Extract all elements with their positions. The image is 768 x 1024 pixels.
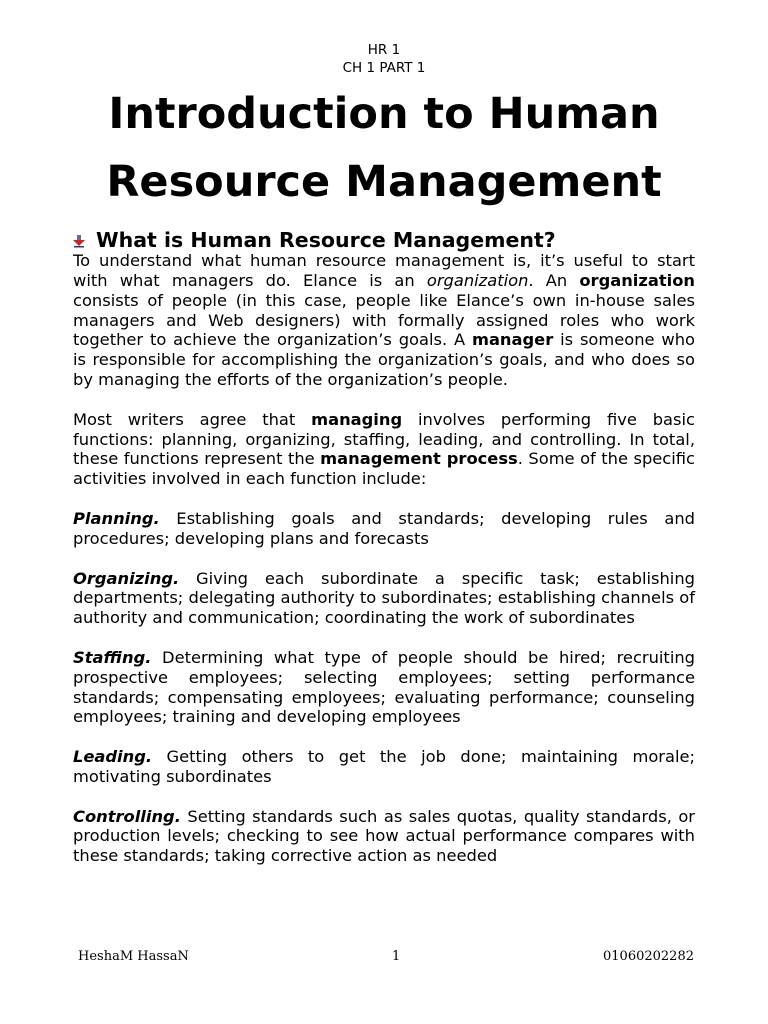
text-run: involves performing five basic functions: planning, organizing, staffing, leading, and controlling. In total, these functions represent the [73,409,695,469]
function-description: Getting others to get the job done; maintaining morale; motivating subordinates [73,747,695,786]
bold-term: organization [579,270,695,290]
text-run: To understand what human resource management is, it’s useful to start with what managers do. Elance is an [73,251,695,290]
function-description: Determining what type of people should be hired; recruiting prospective employees; selecting employees; setting performance standards; compensating employees; evaluating performance; counseling employees; training and developing employees [73,647,695,727]
footer-author: HeshaM HassaN [78,949,189,964]
bold-term: management process [320,449,518,469]
paragraph-functions [73,410,695,489]
function-leading [73,747,695,787]
text-run: Most writers agree that [73,409,312,429]
header-chapter: CH 1 PART 1 [342,60,426,76]
italic-term: organization [426,270,529,290]
page-title [0,80,768,216]
footer-page-number: 1 [392,949,401,964]
function-term: Staffing. [73,647,152,667]
section-heading-text: What is Human Resource Management? [96,228,556,252]
bold-term: managing [311,409,403,429]
text-run: . Some of the specific activities involved in each function include: [73,449,695,489]
arrow-down-bullet-icon [72,234,86,248]
function-term: Controlling. [73,806,181,826]
title-line-2: Resource Management [106,157,662,207]
text-run: consists of people (in this case, people like Elance’s own in-house sales managers and Web designers) with formally assigned roles who work together to achieve the organization’s goals. A [73,290,695,350]
body-content [73,251,695,866]
section-heading [96,227,556,253]
bold-term: manager [471,330,554,350]
paragraph-intro [73,251,695,390]
text-run: . An [528,270,580,290]
function-description: Setting standards such as sales quotas, quality standards, or production levels; checking to see how actual performance compares with these standards; taking corrective action as needed [73,806,695,866]
function-term: Planning. [73,508,160,528]
function-term: Organizing. [73,568,180,588]
function-description: Establishing goals and standards; developing rules and procedures; developing plans and forecasts [73,508,695,548]
title-line-1: Introduction to Human [108,89,660,139]
function-controlling [73,807,695,867]
function-planning [73,509,695,549]
header-course: HR 1 [367,42,401,58]
function-description: Giving each subordinate a specific task; establishing departments; delegating authority to subordinates; establishing channels of authority and communication; coordinating the work of subordinates [73,568,695,628]
function-organizing [73,569,695,629]
text-run: is someone who is responsible for accomplishing the organization’s goals, and who does so by managing the efforts of the organization’s people. [73,330,695,390]
page-footer [0,948,768,966]
footer-phone: 01060202282 [603,949,694,964]
function-staffing [73,648,695,727]
function-term: Leading. [73,747,153,767]
